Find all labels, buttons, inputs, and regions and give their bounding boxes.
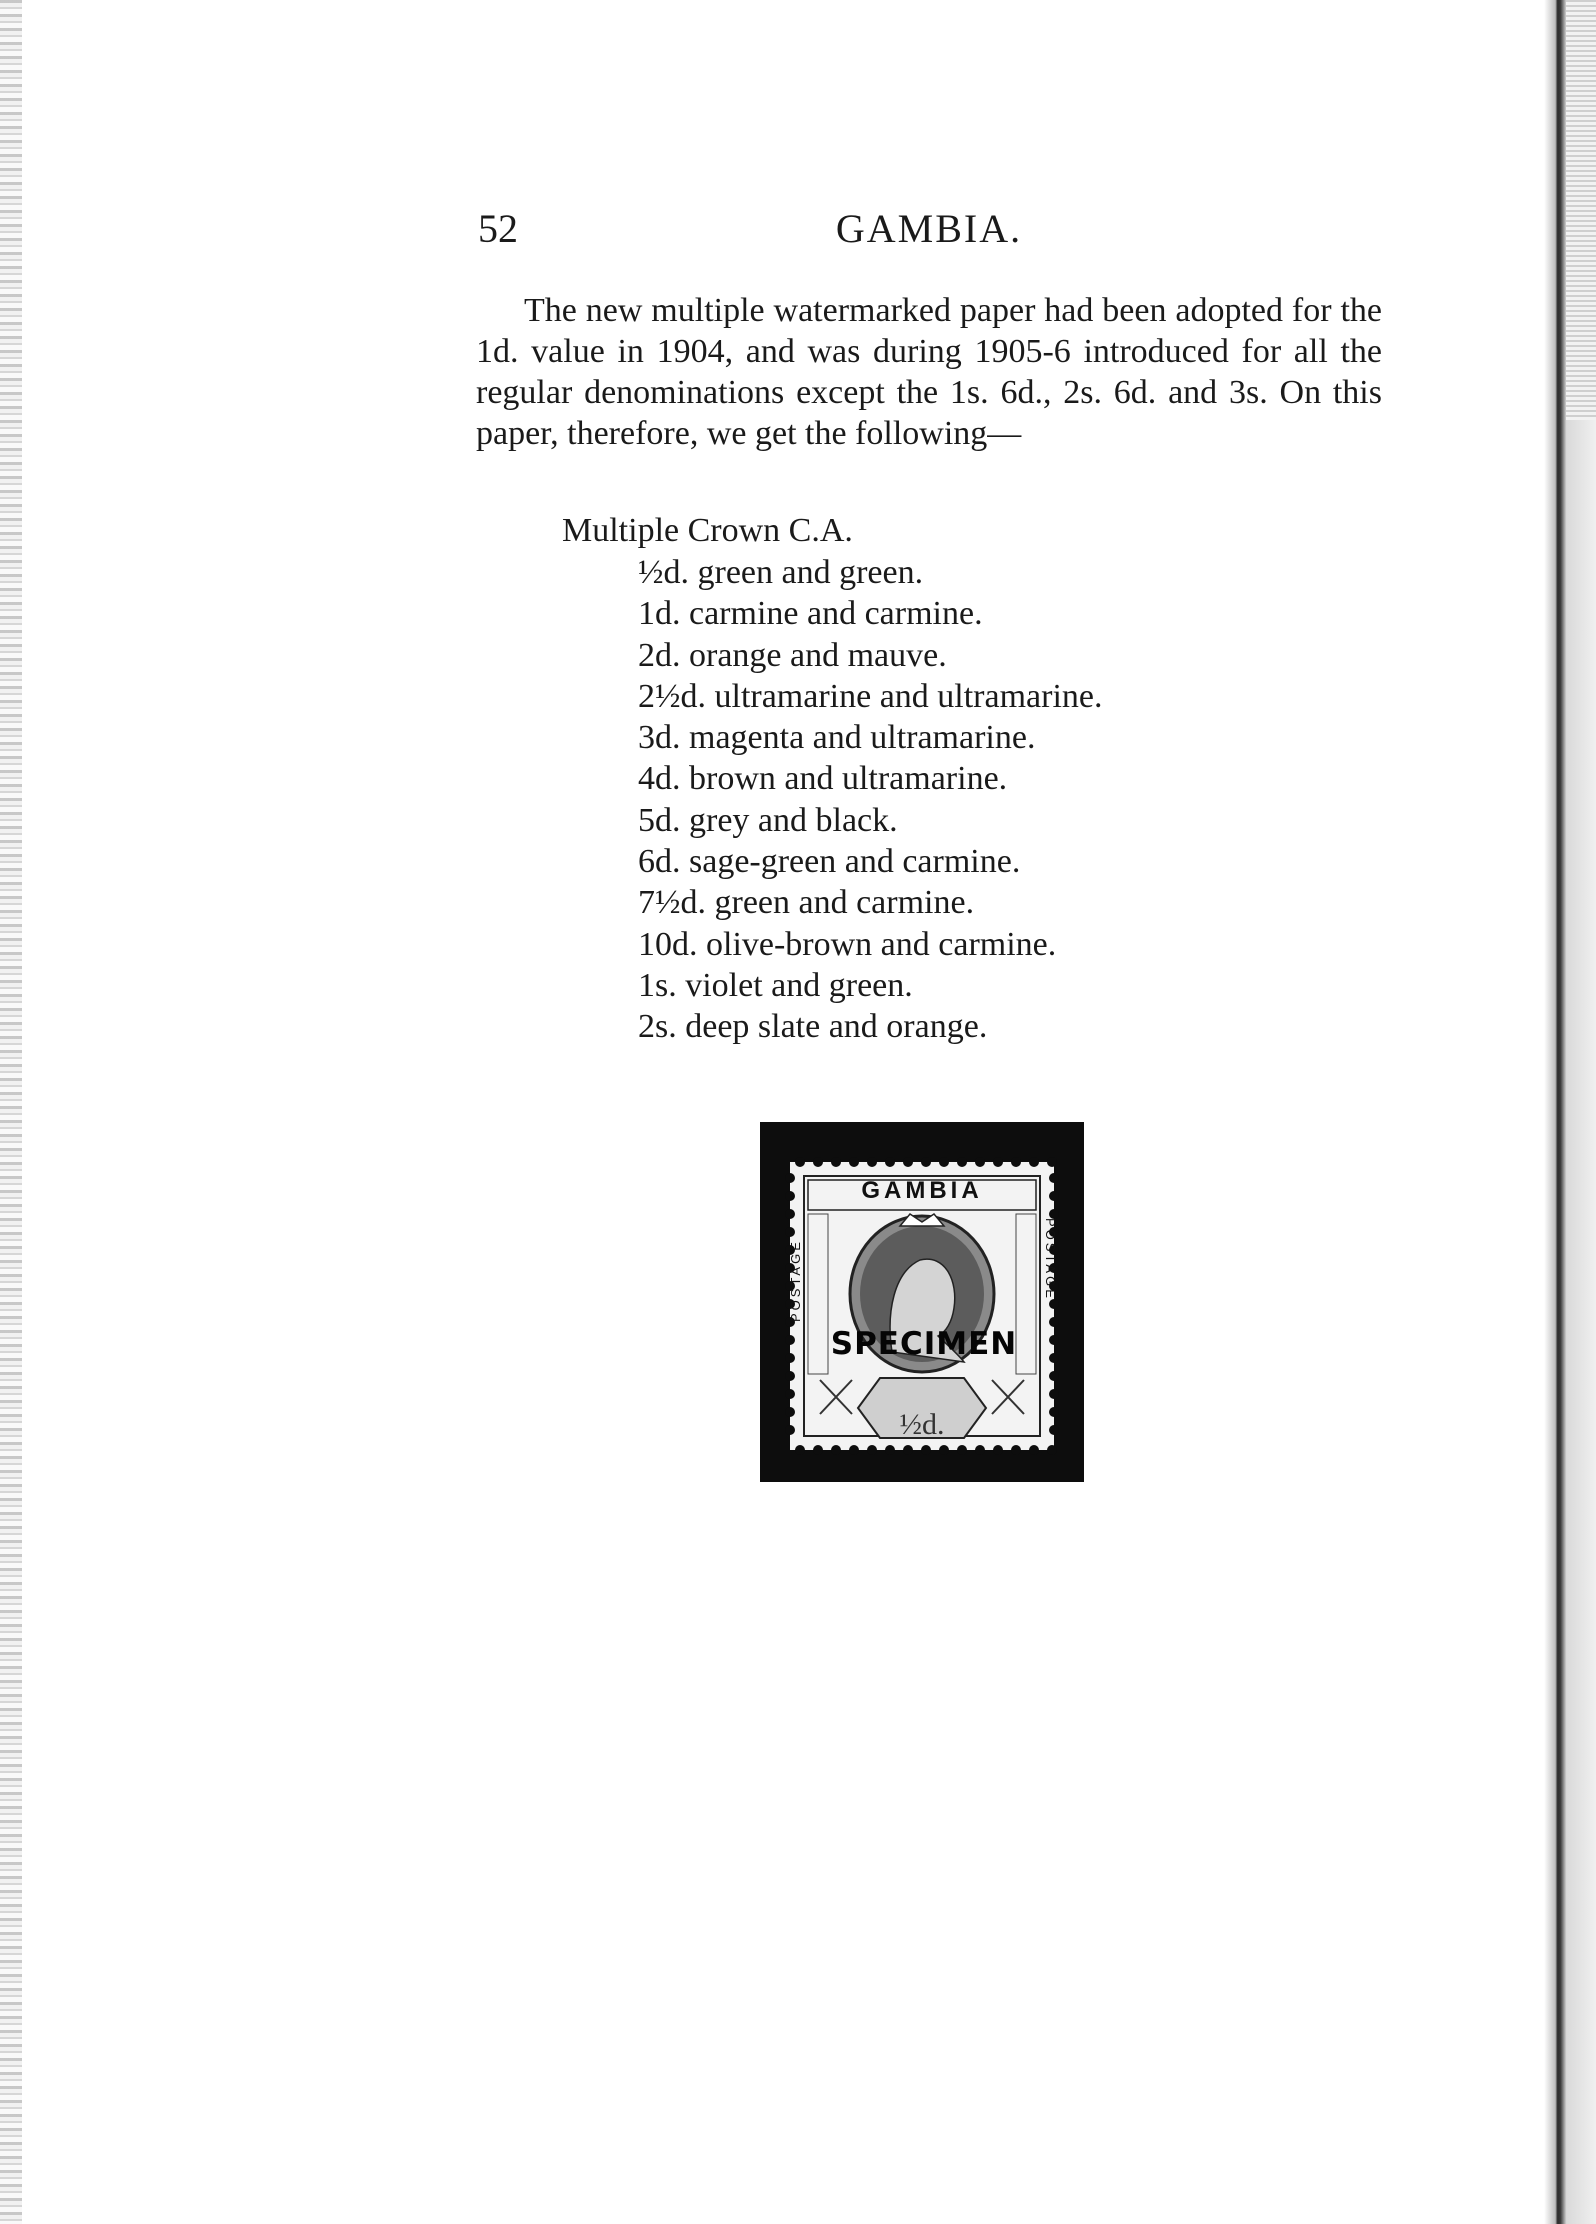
page-header: [478, 205, 1380, 265]
stamp-postage-left: POSTAGE: [788, 1239, 803, 1322]
scan-edge-left: [0, 0, 22, 2224]
list-item: 3d. magenta and ultramarine.: [638, 719, 1036, 757]
list-item: ½d. green and green.: [638, 554, 924, 591]
list-item: 5d. grey and black.: [638, 801, 898, 839]
list-item: 10d. olive-brown and carmine.: [638, 925, 1057, 963]
intro-paragraph: The new multiple watermarked paper had been adopted for the 1d. value in 1904, and was during 1905-6 introduced for all the regular denominations except the 1s. 6d., 2s. 6d. and 3s. On this paper, therefore, we get the following—: [476, 292, 1382, 452]
list-item: 6d. sage-green and carmine.: [638, 843, 1021, 881]
stamp-image: [760, 1122, 1084, 1482]
list-item: 2s. deep slate and orange.: [638, 1008, 988, 1046]
stamp-value: ½d.: [899, 1408, 945, 1441]
list-item: 7½d. green and carmine.: [638, 884, 975, 922]
page-number: 52: [478, 206, 518, 251]
stamp-country-name: GAMBIA: [861, 1177, 983, 1204]
list-item: 1s. violet and green.: [638, 966, 913, 1004]
list-item: 2d. orange and mauve.: [638, 636, 947, 674]
scan-edge-right: [1522, 0, 1596, 2224]
list-item: 4d. brown and ultramarine.: [638, 760, 1008, 798]
body-text: [476, 290, 1382, 454]
stamp-list: [638, 552, 1103, 1048]
list-item: 1d. carmine and carmine.: [638, 595, 983, 633]
stamp-specimen-overprint: SPECIMEN: [830, 1326, 1018, 1362]
list-item: 2½d. ultramarine and ultramarine.: [638, 677, 1103, 715]
list-title: Multiple Crown C.A.: [562, 512, 853, 549]
running-title: GAMBIA.: [835, 206, 1023, 251]
stamp-postage-right: POSTAGE: [1043, 1218, 1058, 1301]
